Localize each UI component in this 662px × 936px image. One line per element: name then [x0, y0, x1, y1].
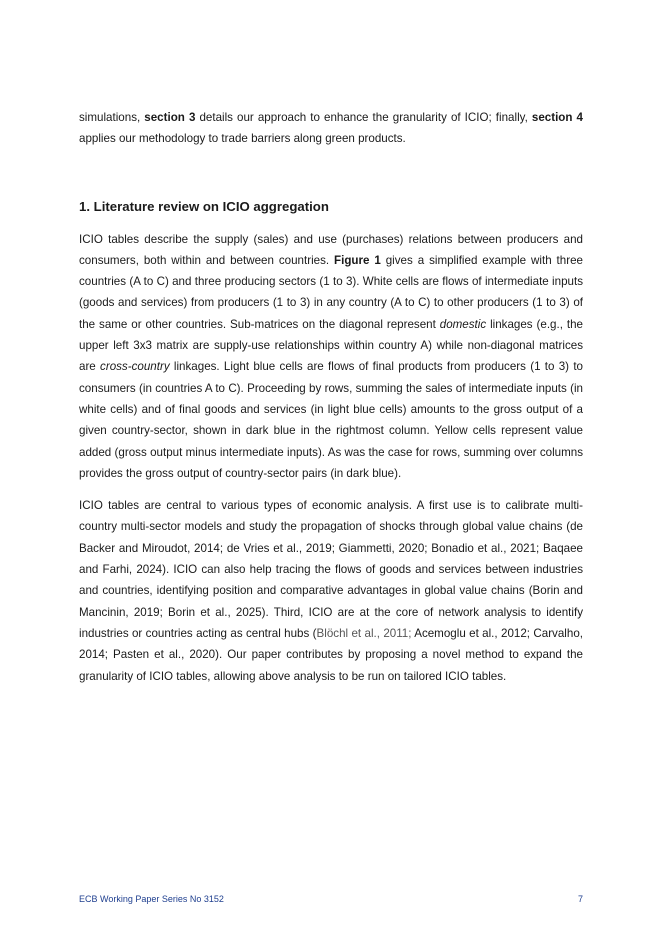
intro-paragraph [79, 107, 583, 150]
section-3-ref: section 3 [144, 111, 196, 124]
figure-1-ref: Figure 1 [334, 253, 381, 267]
page-number: 7 [577, 894, 583, 904]
page-body [79, 107, 583, 698]
cross-country-term: cross-country [100, 360, 170, 374]
section-heading: 1. Literature review on ICIO aggregation [79, 198, 329, 214]
intro-text-3: applies our methodology to trade barriers along green products. [79, 132, 406, 146]
intro-text-1: simulations, [79, 111, 145, 124]
para2-text-2: Acemoglu et al., 2012; Carvalho, 2014; Pasten et al., 2020). Our paper contributes by proposing a novel method to expand the granularity of ICIO tables, allowing above analysis to be run on tailored ICIO tables. [79, 626, 583, 683]
page-footer [79, 894, 583, 904]
para1-text-3: linkages (e.g., the upper left 3x3 matrix are supply-use relationships within country A) while non-diagonal matrices are [79, 317, 583, 374]
para1-text-1: ICIO tables describe the supply (sales) and use (purchases) relations between producers and consumers, both within and between countries. [79, 232, 583, 267]
blochl-citation: Blöchl et al., 2011; [316, 626, 412, 640]
paragraph-icio-description [79, 229, 583, 485]
section-4-ref: section 4 [531, 111, 583, 124]
para1-text-4: linkages. Light blue cells are flows of final products from producers (1 to 3) to consumers (in countries A to C). Proceeding by rows, summing the sales of intermediate inputs (in white cells) and of final goods and services (in light blue cells) amounts to the gross output of a given country-sector, shown in dark blue in the rightmost column. Yellow cells represent value added (gross output minus intermediate inputs). As was the case for rows, summing over columns provides the gross output of country-sector pairs (in dark blue). [79, 360, 583, 480]
footer-series-title: ECB Working Paper Series No 3152 [79, 894, 224, 904]
paragraph-icio-uses [79, 495, 583, 687]
intro-text-2: details our approach to enhance the granularity of ICIO; finally, [195, 111, 532, 124]
domestic-term: domestic [439, 317, 487, 331]
para2-text-1: ICIO tables are central to various types of economic analysis. A first use is to calibrate multi-country multi-sector models and study the propagation of shocks through global value chains (de Backer and Miroudot, 2014; de Vries et al., 2019; Giammetti, 2020; Bonadio et al., 2021; Baqaee and Farhi, 2024). ICIO can also help tracing the flows of goods and services between industries and countries, identifying position and comparative advantages in global value chains (Borin and Mancinin, 2019; Borin et al., 2025). Third, ICIO are at the core of network analysis to identify industries or countries acting as central hubs ( [79, 499, 583, 640]
para1-text-2: gives a simplified example with three countries (A to C) and three producing sectors (1 to 3). White cells are flows of intermediate inputs (goods and services) from producers (1 to 3) in any country (A to C) to other producers (1 to 3) of the same or other countries. Sub-matrices on the diagonal represent [79, 253, 583, 331]
